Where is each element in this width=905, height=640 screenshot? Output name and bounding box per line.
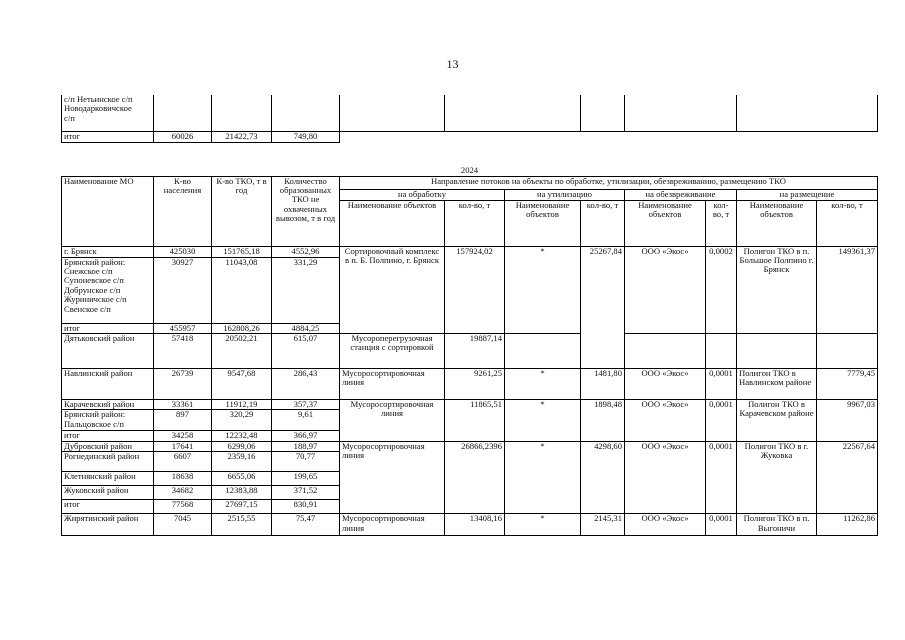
not-covered: 199,65 <box>272 472 340 486</box>
not-covered: 75,47 <box>272 514 340 536</box>
tko: 11912,19 <box>212 399 272 409</box>
neut-object: ООО «Экос» <box>625 246 706 333</box>
tko: 6299,06 <box>212 441 272 451</box>
mo-name: Клетнянский район <box>62 472 154 486</box>
place-object: Полигон ТКО в п. Выгоничи <box>737 514 817 536</box>
tko: 151765,18 <box>212 246 272 257</box>
tko: 320,29 <box>212 410 272 431</box>
mo-name: г. Брянск <box>62 246 154 257</box>
util-amount: 25267,84 <box>581 246 625 368</box>
table-row <box>62 368 878 399</box>
not-covered: 4884,25 <box>272 323 340 333</box>
tko: 27697,15 <box>212 500 272 514</box>
tko: 6655,06 <box>212 472 272 486</box>
header-neut-object: Наименование объектов <box>625 200 706 246</box>
header-place-amount: кол-во, т <box>817 200 878 246</box>
not-covered: 9,61 <box>272 410 340 431</box>
mo-name: итог <box>62 323 154 333</box>
tko-flow-table-2024 <box>61 166 878 536</box>
header-neut-amount: кол- во, т <box>706 200 737 246</box>
util-amount: 1898,48 <box>581 399 625 441</box>
population: 34258 <box>154 431 212 441</box>
tko: 12232,48 <box>212 431 272 441</box>
table-row <box>62 441 878 451</box>
util-object: * <box>505 441 581 513</box>
tko: 12383,88 <box>212 486 272 500</box>
mo-name: итог <box>62 431 154 441</box>
tko: 2359,16 <box>212 452 272 472</box>
util-object: * <box>505 368 581 399</box>
mo-name: Дятьковский район <box>62 333 154 368</box>
population: 77568 <box>154 500 212 514</box>
not-covered: 830,91 <box>272 500 340 514</box>
neut-object: ООО «Экос» <box>625 399 706 441</box>
proc-object: Мусороперегрузочная станция с сортировкой <box>340 333 445 368</box>
total-population: 60026 <box>154 131 212 142</box>
neut-object: ООО «Экос» <box>625 514 706 536</box>
header-processing: на обработку <box>340 189 505 200</box>
population: 34682 <box>154 486 212 500</box>
mo-name: Жирятинский район <box>62 514 154 536</box>
population: 425030 <box>154 246 212 257</box>
table-row <box>62 514 878 536</box>
neut-object: ООО «Экос» <box>625 368 706 399</box>
util-amount: 4298,60 <box>581 441 625 513</box>
proc-amount: 26866,2396 <box>445 441 505 513</box>
place-object: Полигон ТКО в Карачевском районе <box>737 399 817 441</box>
neut-amount: 0,0001 <box>706 368 737 399</box>
population: 18638 <box>154 472 212 486</box>
proc-object: Мусоросортировочная линия <box>340 441 445 513</box>
header-place-object: Наименование объектов <box>737 200 817 246</box>
proc-object: Мусоросортировочная линия <box>340 368 445 399</box>
proc-amount: 9261,25 <box>445 368 505 399</box>
util-object: * <box>505 399 581 441</box>
total-tko: 21422,73 <box>212 131 272 142</box>
mo-name: Карачевский район <box>62 399 154 409</box>
not-covered: 371,52 <box>272 486 340 500</box>
tko: 9547,68 <box>212 368 272 399</box>
proc-amount: 157924,02 <box>445 246 505 333</box>
header-utilization: на утилизацию <box>505 189 625 200</box>
mo-name: Брянский район: Пальцовское с/п <box>62 410 154 431</box>
util-object: * <box>505 246 581 333</box>
page-number: 13 <box>446 57 459 71</box>
header-proc-amount: кол-во, т <box>445 200 505 246</box>
tko: 162808,26 <box>212 323 272 333</box>
place-amount: 11262,86 <box>817 514 878 536</box>
continued-mo-name <box>62 95 154 131</box>
place-amount: 149361,37 <box>817 246 878 333</box>
population: 26739 <box>154 368 212 399</box>
util-object: * <box>505 514 581 536</box>
header-util-object: Наименование объектов <box>505 200 581 246</box>
header-util-amount: кол-во, т <box>581 200 625 246</box>
population: 6607 <box>154 452 212 472</box>
header-mo-name: Наименование МО <box>62 176 154 246</box>
continued-name-line: с/п Нетьинское с/п <box>64 95 133 104</box>
not-covered: 331,29 <box>272 257 340 323</box>
header-neutralization: на обезвреживание <box>625 189 737 200</box>
neut-amount: 0,0001 <box>706 441 737 513</box>
continued-table <box>61 95 878 143</box>
population: 33361 <box>154 399 212 409</box>
population: 7045 <box>154 514 212 536</box>
proc-amount: 11865,51 <box>445 399 505 441</box>
table-row <box>62 333 878 368</box>
table-row <box>62 399 878 409</box>
not-covered: 286,43 <box>272 368 340 399</box>
total-label: итог <box>62 131 154 142</box>
place-amount: 7779,45 <box>817 368 878 399</box>
header-placement: на размещение <box>737 189 878 200</box>
header-population: К-во населения <box>154 176 212 246</box>
proc-amount: 19887,14 <box>445 333 505 368</box>
not-covered: 4552,96 <box>272 246 340 257</box>
tko: 2515,55 <box>212 514 272 536</box>
header-tko-per-year: К-во ТКО, т в год <box>212 176 272 246</box>
tko: 20502,21 <box>212 333 272 368</box>
place-amount: 9967,03 <box>817 399 878 441</box>
proc-object: Мусоросортировочная линия <box>340 514 445 536</box>
not-covered: 70,77 <box>272 452 340 472</box>
header-proc-object: Наименование объектов <box>340 200 445 246</box>
header-flow-direction: Направление потоков на объекты по обработке, утилизации, обезвреживанию, размещению ТКО <box>340 176 878 189</box>
not-covered: 615,07 <box>272 333 340 368</box>
tko: 11043,08 <box>212 257 272 323</box>
util-amount: 2145,31 <box>581 514 625 536</box>
not-covered: 188,97 <box>272 441 340 451</box>
mo-name: Навлинский район <box>62 368 154 399</box>
mo-name: Жуковский район <box>62 486 154 500</box>
proc-amount: 13408,16 <box>445 514 505 536</box>
neut-amount: 0,0002 <box>706 246 737 333</box>
place-object: Полигон ТКО в п. Большое Полпино г. Брянск <box>737 246 817 333</box>
neut-object: ООО «Экос» <box>625 441 706 513</box>
not-covered: 357,37 <box>272 399 340 409</box>
mo-name: Рогнединский район <box>62 452 154 472</box>
population: 30927 <box>154 257 212 323</box>
mo-name: Дубровский район <box>62 441 154 451</box>
population: 455957 <box>154 323 212 333</box>
population: 897 <box>154 410 212 431</box>
place-amount: 22567,64 <box>817 441 878 513</box>
continued-name-line: Новодарковичское <box>64 103 132 114</box>
place-object: Полигон ТКО в г. Жуковка <box>737 441 817 513</box>
population: 17641 <box>154 441 212 451</box>
mo-name: Брянский район: Снежское с/п Супоневское с/п Добрунское с/п Журиничское с/п Свенское с/п <box>62 257 154 323</box>
population: 57418 <box>154 333 212 368</box>
total-not-covered: 749,80 <box>272 131 340 142</box>
table-row <box>62 246 878 257</box>
not-covered: 366,97 <box>272 431 340 441</box>
place-object: Полигон ТКО в Навлинском районе <box>737 368 817 399</box>
neut-amount: 0,0001 <box>706 514 737 536</box>
util-amount: 1481,80 <box>581 368 625 399</box>
year-caption: 2024 <box>460 166 479 175</box>
continued-name-line: с/п <box>64 112 75 123</box>
mo-name: итог <box>62 500 154 514</box>
neut-amount: 0,0001 <box>706 399 737 441</box>
header-not-covered: Количество образованных ТКО не охваченных вывозом, т в год <box>272 176 340 246</box>
proc-object: Мусоросортировочная линия <box>340 399 445 441</box>
proc-object: Сортировочный комплекс в п. Б. Полпино, г. Брянск <box>340 246 445 333</box>
